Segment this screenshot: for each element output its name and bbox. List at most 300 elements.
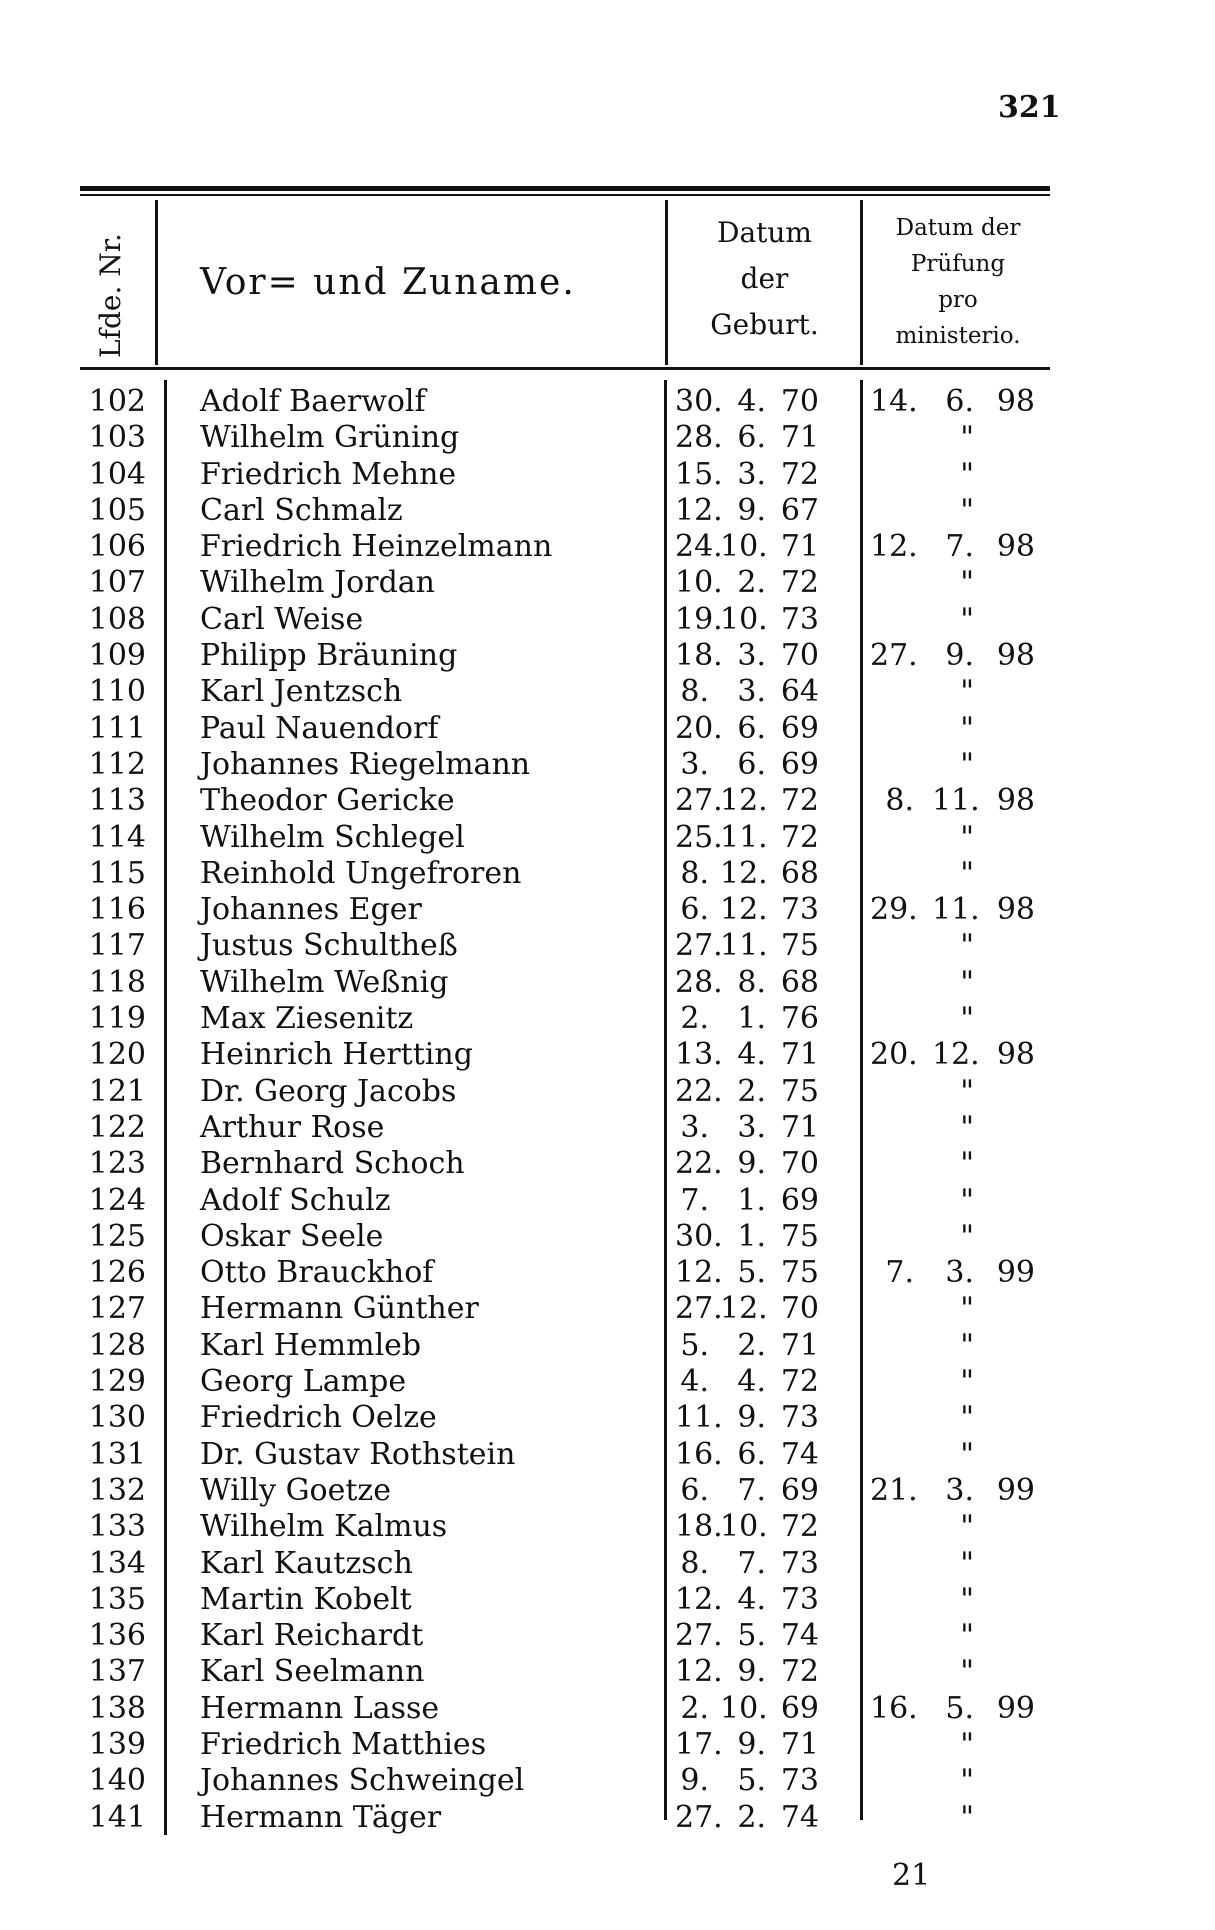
table-row — [80, 565, 1050, 601]
row-number: 108 — [88, 601, 146, 637]
row-number: 104 — [88, 456, 146, 492]
row-number: 120 — [88, 1037, 146, 1073]
birth-day: 12. — [675, 1255, 723, 1291]
exam-month: 11. — [932, 783, 980, 819]
birth-day: 18. — [675, 638, 723, 674]
birth-month: 8. — [737, 964, 766, 1000]
exam-month: 5. — [945, 1690, 974, 1726]
table-row — [80, 1001, 1050, 1037]
birth-year: 69 — [780, 1472, 819, 1508]
row-name: Friedrich Matthies — [200, 1726, 487, 1762]
row-number: 139 — [88, 1726, 146, 1762]
row-name: Karl Reichardt — [200, 1618, 424, 1654]
birth-month: 5. — [737, 1763, 766, 1799]
exam-month: " — [960, 1545, 974, 1581]
exam-month: " — [960, 565, 974, 601]
row-number: 128 — [88, 1327, 146, 1363]
row-name: Oskar Seele — [200, 1218, 384, 1254]
birth-day: 2. — [680, 1001, 709, 1037]
table-row — [80, 1509, 1050, 1545]
exam-month: " — [960, 710, 974, 746]
birth-day: 6. — [680, 892, 709, 928]
birth-year: 69 — [780, 746, 819, 782]
birth-month: 4. — [737, 1037, 766, 1073]
exam-day: 20. — [870, 1037, 918, 1073]
table-row — [80, 1328, 1050, 1364]
header-exam-line: pro — [938, 287, 978, 313]
row-number: 137 — [88, 1654, 146, 1690]
birth-day: 27. — [675, 1291, 723, 1327]
table-row — [80, 420, 1050, 456]
birth-month: 3. — [737, 674, 766, 710]
row-name: Karl Kautzsch — [200, 1545, 413, 1581]
exam-month: " — [960, 1327, 974, 1363]
row-name: Otto Brauckhof — [200, 1255, 434, 1291]
row-name: Hermann Täger — [200, 1799, 442, 1835]
birth-month: 7. — [737, 1545, 766, 1581]
birth-day: 18. — [675, 1509, 723, 1545]
table-row — [80, 1546, 1050, 1582]
birth-year: 75 — [780, 1255, 819, 1291]
birth-year: 72 — [780, 1364, 819, 1400]
table-row — [80, 1618, 1050, 1654]
table-row — [80, 1727, 1050, 1763]
birth-year: 75 — [780, 1218, 819, 1254]
birth-year: 72 — [780, 783, 819, 819]
exam-month: " — [960, 1509, 974, 1545]
table-row — [80, 892, 1050, 928]
row-number: 117 — [88, 928, 146, 964]
table-row — [80, 493, 1050, 529]
birth-day: 10. — [675, 565, 723, 601]
header-exam-date — [866, 210, 1050, 354]
birth-year: 67 — [780, 492, 819, 528]
header-number-label: Lfde. Nr. — [94, 233, 127, 358]
header-birth-line: Datum — [717, 216, 812, 249]
row-name: Arthur Rose — [200, 1109, 385, 1145]
birth-day: 12. — [675, 492, 723, 528]
header-bottom-rule — [80, 367, 1050, 370]
birth-year: 69 — [780, 710, 819, 746]
row-number: 115 — [88, 855, 146, 891]
exam-month: " — [960, 1364, 974, 1400]
row-name: Wilhelm Weßnig — [200, 964, 449, 1000]
exam-year: 98 — [996, 638, 1035, 674]
birth-year: 72 — [780, 565, 819, 601]
birth-year: 71 — [780, 1726, 819, 1762]
birth-month: 3. — [737, 638, 766, 674]
birth-year: 70 — [780, 638, 819, 674]
birth-month: 11. — [720, 819, 768, 855]
birth-day: 13. — [675, 1037, 723, 1073]
row-name: Justus Schultheß — [200, 928, 458, 964]
exam-month: " — [960, 1726, 974, 1762]
row-number: 131 — [88, 1436, 146, 1472]
birth-year: 70 — [780, 1146, 819, 1182]
row-number: 126 — [88, 1255, 146, 1291]
row-number: 102 — [88, 384, 146, 419]
row-number: 113 — [88, 783, 146, 819]
table-row — [80, 602, 1050, 638]
row-number: 119 — [88, 1001, 146, 1037]
header-number — [92, 230, 126, 360]
exam-month: " — [960, 1654, 974, 1690]
top-rule-thin — [80, 194, 1050, 196]
birth-month: 2. — [737, 1327, 766, 1363]
birth-day: 27. — [675, 783, 723, 819]
row-name: Friedrich Heinzelmann — [200, 529, 553, 565]
exam-month: " — [960, 420, 974, 456]
table-row — [80, 384, 1050, 420]
birth-day: 4. — [680, 1364, 709, 1400]
row-name: Karl Hemmleb — [200, 1327, 422, 1363]
birth-month: 11. — [720, 928, 768, 964]
row-name: Heinrich Hertting — [200, 1037, 473, 1073]
header-exam-line: ministerio. — [895, 323, 1021, 349]
row-number: 141 — [88, 1799, 146, 1835]
row-number: 132 — [88, 1472, 146, 1508]
row-number: 114 — [88, 819, 146, 855]
birth-day: 15. — [675, 456, 723, 492]
exam-day: 16. — [870, 1690, 918, 1726]
exam-month: " — [960, 1182, 974, 1218]
row-number: 103 — [88, 420, 146, 456]
row-number: 112 — [88, 746, 146, 782]
birth-day: 12. — [675, 1581, 723, 1617]
birth-year: 68 — [780, 855, 819, 891]
birth-month: 1. — [737, 1001, 766, 1037]
birth-month: 2. — [737, 565, 766, 601]
birth-day: 5. — [680, 1327, 709, 1363]
birth-day: 27. — [675, 928, 723, 964]
birth-year: 72 — [780, 819, 819, 855]
birth-year: 73 — [780, 1400, 819, 1436]
exam-day: 21. — [870, 1472, 918, 1508]
birth-year: 73 — [780, 1581, 819, 1617]
row-name: Friedrich Oelze — [200, 1400, 437, 1436]
exam-month: " — [960, 1618, 974, 1654]
birth-month: 5. — [737, 1255, 766, 1291]
header-birth-line: der — [740, 262, 789, 295]
row-number: 123 — [88, 1146, 146, 1182]
exam-month: " — [960, 1218, 974, 1254]
birth-day: 2. — [680, 1690, 709, 1726]
table-row — [80, 1400, 1050, 1436]
row-name: Adolf Baerwolf — [200, 384, 426, 419]
row-number: 111 — [88, 710, 146, 746]
exam-month: " — [960, 855, 974, 891]
row-number: 121 — [88, 1073, 146, 1109]
birth-month: 12. — [720, 892, 768, 928]
exam-month: " — [960, 1763, 974, 1799]
birth-day: 16. — [675, 1436, 723, 1472]
row-number: 118 — [88, 964, 146, 1000]
exam-month: " — [960, 1400, 974, 1436]
birth-day: 3. — [680, 746, 709, 782]
row-name: Reinhold Ungefroren — [200, 855, 522, 891]
exam-month: " — [960, 1073, 974, 1109]
header-name: Vor= und Zuname. — [200, 262, 576, 303]
birth-year: 64 — [780, 674, 819, 710]
exam-month: " — [960, 1001, 974, 1037]
birth-month: 7. — [737, 1472, 766, 1508]
birth-month: 10. — [720, 1509, 768, 1545]
table-row — [80, 1582, 1050, 1618]
exam-month: " — [960, 928, 974, 964]
row-number: 107 — [88, 565, 146, 601]
table-row — [80, 856, 1050, 892]
table-row — [80, 1691, 1050, 1727]
row-number: 133 — [88, 1509, 146, 1545]
birth-year: 74 — [780, 1436, 819, 1472]
row-number: 138 — [88, 1690, 146, 1726]
table-row — [80, 457, 1050, 493]
exam-month: 9. — [945, 638, 974, 674]
birth-year: 73 — [780, 601, 819, 637]
signature-mark: 21 — [892, 1858, 931, 1893]
exam-month: " — [960, 1291, 974, 1327]
birth-day: 30. — [675, 384, 723, 419]
table-row — [80, 783, 1050, 819]
birth-month: 4. — [737, 1364, 766, 1400]
birth-day: 17. — [675, 1726, 723, 1762]
exam-month: 3. — [945, 1472, 974, 1508]
exam-year: 99 — [996, 1255, 1035, 1291]
birth-year: 72 — [780, 1509, 819, 1545]
table-row — [80, 1255, 1050, 1291]
birth-day: 3. — [680, 1109, 709, 1145]
row-number: 127 — [88, 1291, 146, 1327]
exam-month: " — [960, 746, 974, 782]
table-row — [80, 1074, 1050, 1110]
birth-month: 12. — [720, 855, 768, 891]
birth-day: 22. — [675, 1146, 723, 1182]
birth-month: 12. — [720, 783, 768, 819]
exam-month: " — [960, 1146, 974, 1182]
table-row — [80, 1473, 1050, 1509]
birth-month: 5. — [737, 1618, 766, 1654]
birth-day: 6. — [680, 1472, 709, 1508]
birth-year: 76 — [780, 1001, 819, 1037]
birth-day: 28. — [675, 964, 723, 1000]
birth-day: 27. — [675, 1799, 723, 1835]
birth-year: 73 — [780, 1545, 819, 1581]
row-name: Willy Goetze — [200, 1472, 391, 1508]
birth-month: 6. — [737, 420, 766, 456]
exam-month: " — [960, 492, 974, 528]
row-name: Johannes Schweingel — [200, 1763, 525, 1799]
row-name: Wilhelm Grüning — [200, 420, 460, 456]
row-name: Wilhelm Schlegel — [200, 819, 465, 855]
row-name: Georg Lampe — [200, 1364, 407, 1400]
birth-year: 69 — [780, 1690, 819, 1726]
exam-year: 99 — [996, 1472, 1035, 1508]
exam-year: 98 — [996, 1037, 1035, 1073]
row-number: 105 — [88, 492, 146, 528]
row-name: Wilhelm Jordan — [200, 565, 435, 601]
register-table — [80, 384, 1050, 1836]
row-name: Hermann Günther — [200, 1291, 479, 1327]
birth-day: 12. — [675, 1654, 723, 1690]
exam-year: 99 — [996, 1690, 1035, 1726]
row-name: Max Ziesenitz — [200, 1001, 414, 1037]
table-row — [80, 1110, 1050, 1146]
birth-month: 3. — [737, 456, 766, 492]
header-birth-line: Geburt. — [710, 308, 819, 341]
header-divider — [665, 200, 668, 365]
row-name: Hermann Lasse — [200, 1690, 440, 1726]
row-name: Friedrich Mehne — [200, 456, 457, 492]
birth-day: 9. — [680, 1763, 709, 1799]
birth-year: 74 — [780, 1618, 819, 1654]
exam-month: 7. — [945, 529, 974, 565]
birth-day: 20. — [675, 710, 723, 746]
birth-year: 74 — [780, 1799, 819, 1835]
table-row — [80, 674, 1050, 710]
row-name: Johannes Eger — [200, 892, 422, 928]
birth-day: 30. — [675, 1218, 723, 1254]
exam-day: 14. — [870, 384, 918, 419]
birth-year: 68 — [780, 964, 819, 1000]
birth-day: 8. — [680, 855, 709, 891]
exam-month: 11. — [932, 892, 980, 928]
row-number: 124 — [88, 1182, 146, 1218]
exam-month: " — [960, 1109, 974, 1145]
birth-month: 9. — [737, 1146, 766, 1182]
table-row — [80, 1654, 1050, 1690]
row-number: 106 — [88, 529, 146, 565]
table-row — [80, 747, 1050, 783]
table-row — [80, 1183, 1050, 1219]
header-divider — [155, 200, 158, 365]
row-number: 134 — [88, 1545, 146, 1581]
row-name: Theodor Gericke — [200, 783, 455, 819]
table-row — [80, 1291, 1050, 1327]
birth-month: 9. — [737, 1654, 766, 1690]
birth-month: 6. — [737, 1436, 766, 1472]
birth-day: 24. — [675, 529, 723, 565]
birth-year: 73 — [780, 892, 819, 928]
exam-month: " — [960, 964, 974, 1000]
birth-year: 71 — [780, 420, 819, 456]
exam-year: 98 — [996, 783, 1035, 819]
birth-month: 1. — [737, 1182, 766, 1218]
exam-month: " — [960, 601, 974, 637]
header-exam-line: Datum der — [895, 215, 1021, 241]
row-name: Bernhard Schoch — [200, 1146, 465, 1182]
row-name: Dr. Gustav Rothstein — [200, 1436, 516, 1472]
table-row — [80, 529, 1050, 565]
row-name: Johannes Riegelmann — [200, 746, 531, 782]
exam-month: 6. — [945, 384, 974, 419]
birth-year: 71 — [780, 1037, 819, 1073]
birth-year: 71 — [780, 1109, 819, 1145]
birth-day: 19. — [675, 601, 723, 637]
birth-month: 10. — [720, 529, 768, 565]
row-number: 109 — [88, 638, 146, 674]
table-row — [80, 1146, 1050, 1182]
exam-month: " — [960, 456, 974, 492]
row-number: 130 — [88, 1400, 146, 1436]
birth-month: 4. — [737, 1581, 766, 1617]
birth-year: 75 — [780, 928, 819, 964]
exam-month: " — [960, 819, 974, 855]
birth-year: 70 — [780, 384, 819, 419]
table-row — [80, 928, 1050, 964]
exam-month: " — [960, 1799, 974, 1835]
birth-day: 27. — [675, 1618, 723, 1654]
exam-year: 98 — [996, 529, 1035, 565]
row-number: 136 — [88, 1618, 146, 1654]
header-exam-line: Prüfung — [910, 251, 1006, 277]
birth-month: 1. — [737, 1218, 766, 1254]
birth-year: 71 — [780, 1327, 819, 1363]
row-name: Karl Jentzsch — [200, 674, 403, 710]
exam-day: 7. — [885, 1255, 914, 1291]
table-row — [80, 965, 1050, 1001]
table-row — [80, 820, 1050, 856]
table-row — [80, 1037, 1050, 1073]
birth-year: 69 — [780, 1182, 819, 1218]
row-name: Wilhelm Kalmus — [200, 1509, 448, 1545]
exam-month: " — [960, 1436, 974, 1472]
birth-month: 12. — [720, 1291, 768, 1327]
exam-month: 3. — [945, 1255, 974, 1291]
row-name: Karl Seelmann — [200, 1654, 425, 1690]
birth-month: 6. — [737, 710, 766, 746]
table-row — [80, 711, 1050, 747]
birth-day: 11. — [675, 1400, 723, 1436]
table-row — [80, 1763, 1050, 1799]
table-row — [80, 1800, 1050, 1836]
page-number: 321 — [998, 90, 1061, 125]
birth-day: 8. — [680, 1545, 709, 1581]
birth-day: 8. — [680, 674, 709, 710]
birth-year: 70 — [780, 1291, 819, 1327]
exam-day: 12. — [870, 529, 918, 565]
row-name: Paul Nauendorf — [200, 710, 439, 746]
birth-month: 2. — [737, 1073, 766, 1109]
row-name: Carl Schmalz — [200, 492, 403, 528]
birth-year: 72 — [780, 1654, 819, 1690]
row-name: Martin Kobelt — [200, 1581, 412, 1617]
table-row — [80, 638, 1050, 674]
row-name: Carl Weise — [200, 601, 364, 637]
birth-year: 72 — [780, 456, 819, 492]
birth-month: 6. — [737, 746, 766, 782]
birth-day: 7. — [680, 1182, 709, 1218]
table-row — [80, 1437, 1050, 1473]
exam-year: 98 — [996, 892, 1035, 928]
birth-month: 9. — [737, 1726, 766, 1762]
birth-year: 75 — [780, 1073, 819, 1109]
birth-day: 22. — [675, 1073, 723, 1109]
top-rule — [80, 186, 1050, 191]
table-row — [80, 1364, 1050, 1400]
exam-month: " — [960, 1581, 974, 1617]
birth-month: 10. — [720, 601, 768, 637]
exam-month: " — [960, 674, 974, 710]
row-number: 116 — [88, 892, 146, 928]
birth-year: 71 — [780, 529, 819, 565]
birth-month: 9. — [737, 1400, 766, 1436]
birth-month: 10. — [720, 1690, 768, 1726]
header-birth-date — [672, 210, 857, 348]
birth-year: 73 — [780, 1763, 819, 1799]
exam-day: 8. — [885, 783, 914, 819]
exam-day: 29. — [870, 892, 918, 928]
row-number: 110 — [88, 674, 146, 710]
